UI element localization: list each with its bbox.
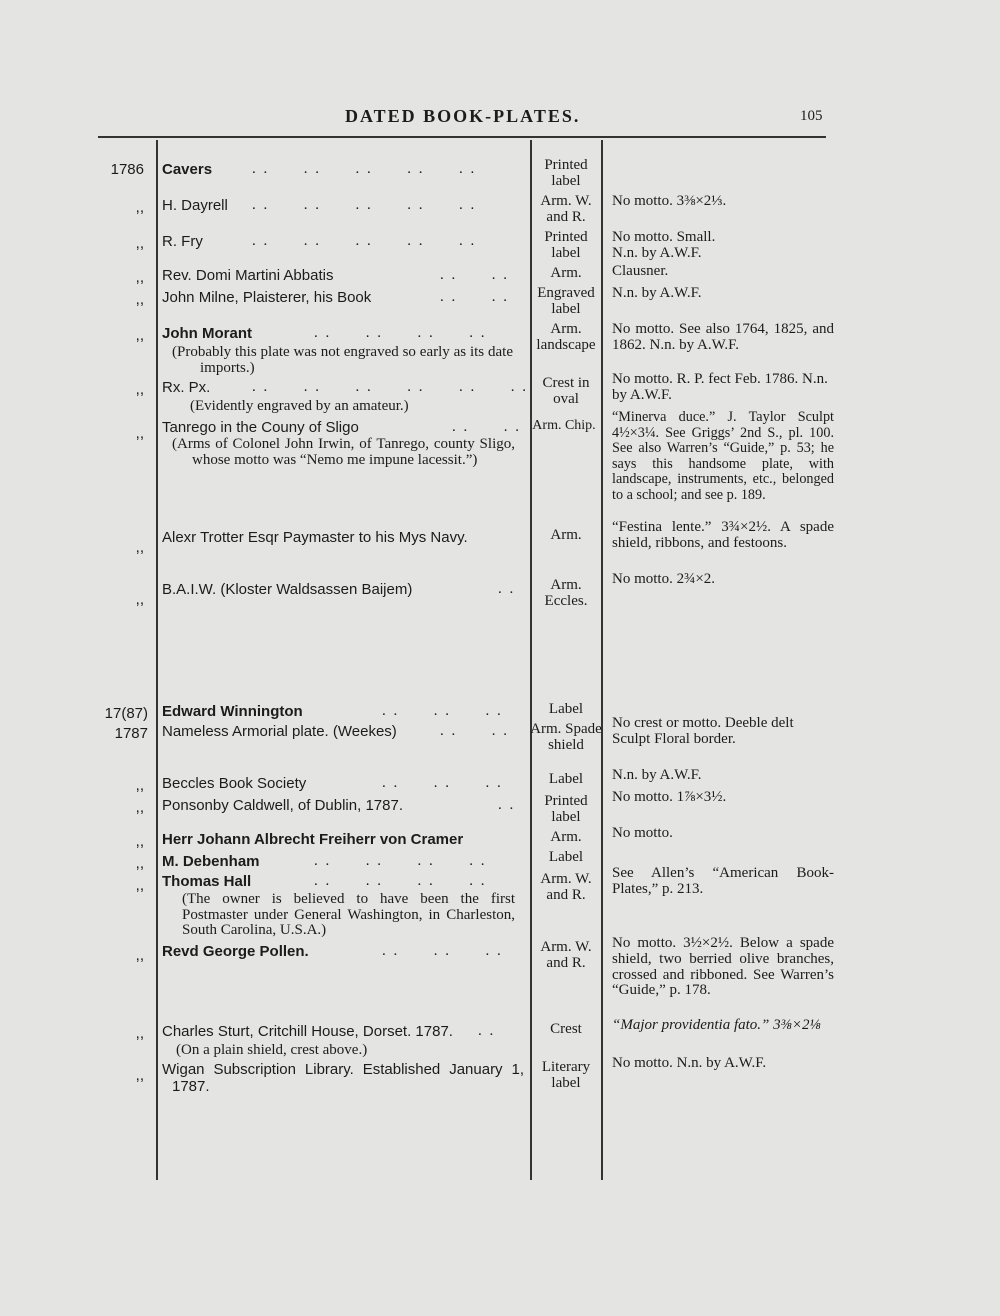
note-cell: No motto. 3⅜×2⅓. [612, 193, 727, 209]
leader-dots: . . . . . . . . . . [252, 233, 477, 249]
form-cell: Label [548, 701, 584, 717]
owner-name: Ponsonby Caldwell, of Dublin, 1787. [162, 797, 403, 814]
year-cell: ,, [135, 877, 144, 894]
form-cell: Crest in oval [542, 375, 590, 407]
leader-dots: . . . . . . . . . . [252, 161, 477, 177]
entry-cell [162, 944, 517, 961]
leader-dots: . . [498, 581, 516, 597]
form-cell: Printed label [544, 793, 588, 825]
year-cell: ,, [135, 1025, 144, 1042]
leader-dots: . . . . . . . . [314, 853, 487, 869]
note-cell: No motto. 3½×2½. Below a spade shield, two berried olive branches, crossed and ribboned. See Warren’s “Guide,” p. 178. [612, 935, 834, 999]
owner-name: Alexr Trotter Esqr Paymaster to his Mys Navy. [162, 529, 468, 546]
entry-cell [162, 379, 528, 415]
owner-name: Beccles Book Society [162, 775, 307, 792]
owner-name: Rev. Domi Martini Abbatis [162, 267, 334, 284]
form-cell: Label [548, 849, 584, 865]
entry-cell [162, 832, 517, 849]
leader-dots: . . . . . . [382, 775, 503, 791]
year-cell: ,, [135, 199, 144, 216]
form-cell: Arm. Spade shield [530, 721, 602, 753]
leader-dots: . . . . . . [382, 943, 503, 959]
year-cell: ,, [135, 855, 144, 872]
note-cell: No motto. R. P. fect Feb. 1786. N.n. by A.W.F. [612, 371, 828, 403]
note-cell: No motto. [612, 825, 673, 841]
entry-cell [162, 704, 517, 721]
entry-comment: (On a plain shield, crest above.) [176, 1041, 368, 1058]
year-cell: 1786 [110, 161, 144, 178]
note-cell: “Minerva duce.” J. Taylor Sculpt 4½×3¼. See Griggs’ 2nd S., pl. 100. See also Warren’s “Guide,” p. 53; he says this handsome plate, with landscape, instruments, etc., belonged to a school; and see p. 189. [612, 409, 834, 503]
entry-comment: (Probably this plate was not engraved so early as its date imports.) [172, 343, 513, 376]
form-cell: Crest [550, 1021, 582, 1037]
owner-name: R. Fry [162, 233, 203, 250]
entry-cell [162, 268, 517, 285]
entry-comment: (Evidently engraved by an amateur.) [190, 397, 409, 414]
entry-cell [162, 854, 517, 871]
entry-cell [162, 162, 517, 179]
running-head: DATED BOOK-PLATES. [345, 106, 581, 126]
leader-dots: . . . . [452, 419, 521, 435]
note-cell: No motto. 2¾×2. [612, 571, 716, 587]
year-cell: ,, [135, 591, 144, 608]
note-cell: “Festina lente.” 3¾×2½. A spade shield, ribbons, and festoons. [612, 519, 834, 551]
form-cell: Arm. [550, 265, 582, 281]
entry-cell [162, 874, 517, 939]
year-cell: ,, [135, 799, 144, 816]
note-cell: “Major providentia fato.” 3⅜×2⅛ [612, 1017, 821, 1033]
leader-dots: . . . . . . . . . . [252, 197, 477, 213]
owner-name: Nameless Armorial plate. (Weekes) [162, 723, 397, 740]
form-cell: Arm. W. and R. [540, 939, 592, 971]
year-cell: ,, [135, 291, 144, 308]
owner-name: Tanrego in the Couny of Sligo [162, 419, 359, 436]
entry-cell [162, 724, 517, 741]
owner-name: John Morant [162, 325, 252, 342]
owner-name: Edward Winnington [162, 703, 303, 720]
owner-name: H. Dayrell [162, 197, 228, 214]
year-cell: ,, [135, 777, 144, 794]
owner-name: B.A.I.W. (Kloster Waldsassen Baijem) [162, 581, 413, 598]
header-rule [98, 136, 826, 138]
entry-cell [162, 798, 517, 815]
entry-cell [162, 1024, 517, 1059]
year-cell: 1787 [114, 725, 148, 742]
note-cell: No crest or motto. Deeble delt Sculpt Floral border. [612, 715, 794, 747]
leader-dots: . . [478, 1023, 496, 1039]
year-cell: ,, [135, 425, 144, 442]
owner-name: John Milne, Plaisterer, his Book [162, 289, 372, 306]
entry-cell [162, 419, 521, 468]
leader-dots: . . . . . . . . [314, 873, 487, 889]
owner-name: M. Debenham [162, 853, 260, 870]
note-cell: No motto. N.n. by A.W.F. [612, 1055, 767, 1071]
entry-cell [162, 290, 517, 307]
leader-dots: . . . . [440, 289, 509, 305]
leader-dots: . . . . [440, 723, 509, 739]
owner-name: Cavers [162, 161, 213, 178]
form-cell: Printed label [544, 229, 588, 261]
note-cell: See Allen’s “American Book-Plates,” p. 213. [612, 865, 834, 897]
leader-dots: . . . . . . . . [314, 325, 487, 341]
note-cell: N.n. by A.W.F. [612, 285, 702, 301]
form-cell: Arm. Eccles. [544, 577, 588, 609]
note-cell: No motto. See also 1764, 1825, and 1862. N.n. by A.W.F. [612, 321, 834, 353]
entry-cell [162, 198, 517, 215]
year-cell: ,, [135, 235, 144, 252]
entry-comment: (The owner is believed to have been the first Postmaster under General Washington, in Charleston, South Carolina, U.S.A.) [182, 890, 515, 939]
form-cell: Arm. Chip. [532, 418, 596, 433]
year-cell: ,, [135, 947, 144, 964]
year-cell: ,, [135, 381, 144, 398]
form-cell: Printed label [544, 157, 588, 189]
owner-name: Rx. Px. [162, 379, 211, 396]
leader-dots: . . [498, 797, 516, 813]
owner-name: Charles Sturt, Critchill House, Dorset. 1787. [162, 1023, 453, 1040]
form-cell: Arm. landscape [536, 321, 596, 353]
form-cell: Engraved label [537, 285, 595, 317]
form-cell: Arm. [550, 829, 582, 845]
form-cell: Literary label [541, 1059, 591, 1091]
entry-cell [162, 1062, 524, 1096]
form-cell: Arm. W. and R. [540, 193, 592, 225]
note-cell: N.n. by A.W.F. [612, 767, 702, 783]
owner-name: Wigan Subscription Library. Established January 1, 1787. [162, 1061, 524, 1095]
owner-name: Revd George Pollen. [162, 943, 309, 960]
leader-dots: . . . . . . [382, 703, 503, 719]
form-cell: Arm. W. and R. [540, 871, 592, 903]
form-cell: Arm. [550, 527, 582, 543]
note-cell: Clausner. [612, 263, 669, 279]
owner-name: Thomas Hall [162, 873, 252, 890]
page-number: 105 [800, 108, 823, 124]
entry-cell [162, 530, 517, 547]
year-cell: 17(87) [104, 705, 148, 722]
form-cell: Label [548, 771, 584, 787]
entry-cell [162, 234, 517, 251]
owner-name: Herr Johann Albrecht Freiherr von Cramer [162, 831, 464, 848]
year-cell: ,, [135, 833, 144, 850]
column-rule-left [156, 140, 158, 1180]
entry-cell [162, 776, 517, 793]
year-cell: ,, [135, 539, 144, 556]
leader-dots: . . . . . . . . . . . . [252, 379, 528, 395]
year-cell: ,, [135, 269, 144, 286]
leader-dots: . . . . [440, 267, 509, 283]
entry-comment: (Arms of Colonel John Irwin, of Tanrego, county Sligo, whose motto was “Nemo me impune lacessit.”) [172, 435, 515, 468]
note-cell: No motto. Small. N.n. by A.W.F. [612, 229, 716, 261]
year-cell: ,, [135, 327, 144, 344]
entry-cell [162, 326, 517, 376]
note-cell: No motto. 1⅞×3½. [612, 789, 727, 805]
year-cell: ,, [135, 1067, 144, 1084]
entry-cell [162, 582, 517, 599]
